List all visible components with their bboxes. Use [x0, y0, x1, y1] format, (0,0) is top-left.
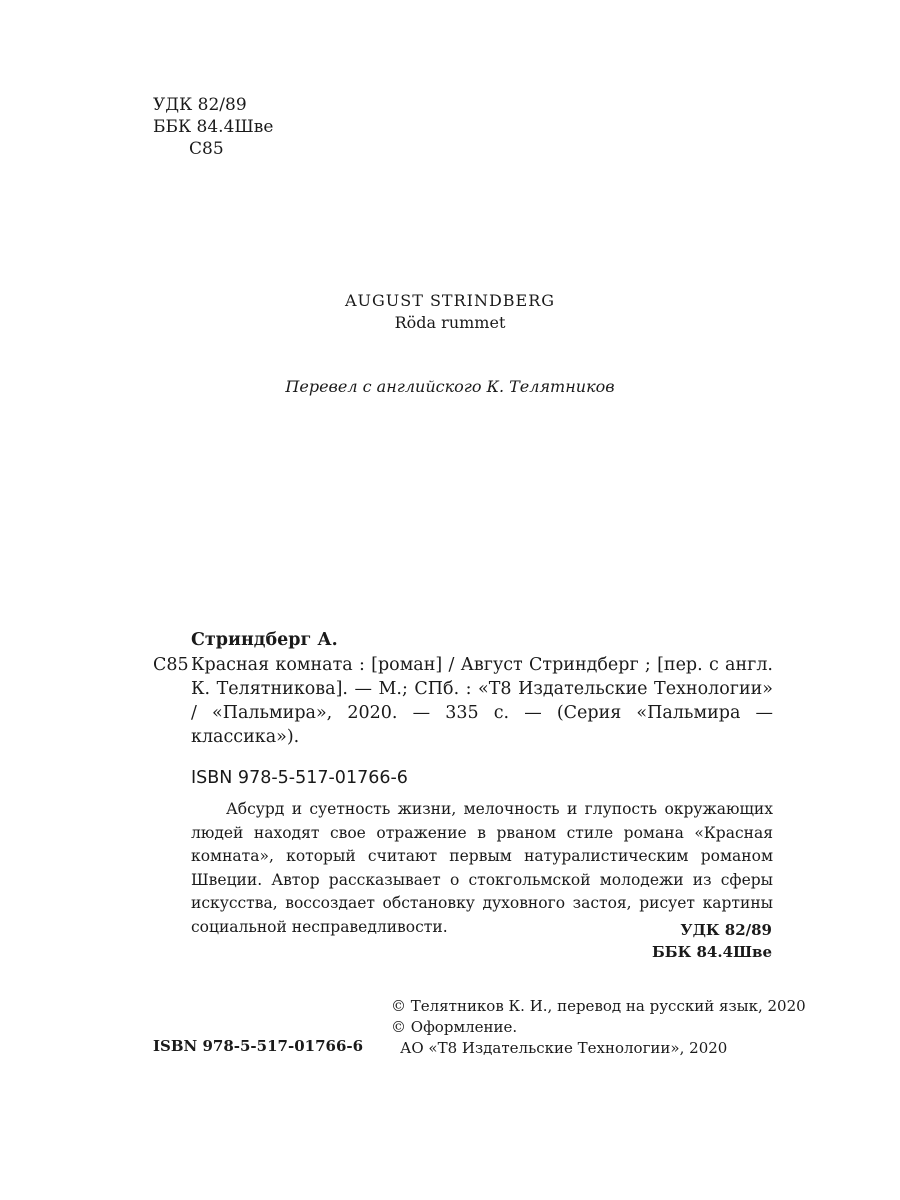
udk-code: УДК 82/89 — [153, 95, 247, 115]
record-cutter: С85 — [153, 655, 189, 675]
isbn-main: ISBN 978-5-517-01766-6 — [191, 768, 408, 788]
original-author: AUGUST STRINDBERG — [344, 291, 556, 310]
copyright-block — [391, 996, 806, 1059]
record-body: Красная комната : [роман] / Август Стриндберг ; [пер. с англ. К. Телятникова]. — М.; СПб. : «Т8 Издательские Технологии» / «Пальмира», 2020. — 335 с. — (Серия «Пальмира — классика»). — [191, 655, 773, 747]
annotation — [191, 798, 773, 939]
original-title: Röda rummet — [394, 313, 506, 332]
top-classification-codes — [153, 94, 273, 160]
record-entry — [153, 653, 773, 749]
bottom-udk-code: УДК 82/89 — [680, 921, 772, 939]
bottom-bbk-code: ББК 84.4Шве — [651, 942, 772, 961]
copyright-design: © Оформление. — [391, 1018, 518, 1036]
cutter-code: С85 — [189, 139, 224, 159]
copyright-publisher: АО «Т8 Издательские Технологии», 2020 — [400, 1039, 728, 1057]
record-heading: Стриндберг А. — [191, 630, 338, 650]
original-title-block — [0, 290, 900, 334]
copyright-translation: © Телятников К. И., перевод на русский язык, 2020 — [391, 997, 806, 1015]
bottom-classification-codes — [560, 920, 772, 963]
isbn-bottom: ISBN 978-5-517-01766-6 — [153, 1037, 364, 1055]
bbk-code: ББК 84.4Шве — [153, 117, 274, 137]
translator-credit: Перевел с английского К. Телятников — [285, 377, 615, 396]
bibliographic-record — [153, 628, 773, 749]
annotation-text: Абсурд и суетность жизни, мелочность и глупость окружающих людей находят свое отражение в рваном стиле романа «Красная комната», который считают первым натуралистическим романом Швеции. Автор рассказывает о стокгольмской молодежи из сферы искусства, воссоздает обстановку духовного застоя, рисует картины социальной несправедливости. — [191, 800, 773, 936]
